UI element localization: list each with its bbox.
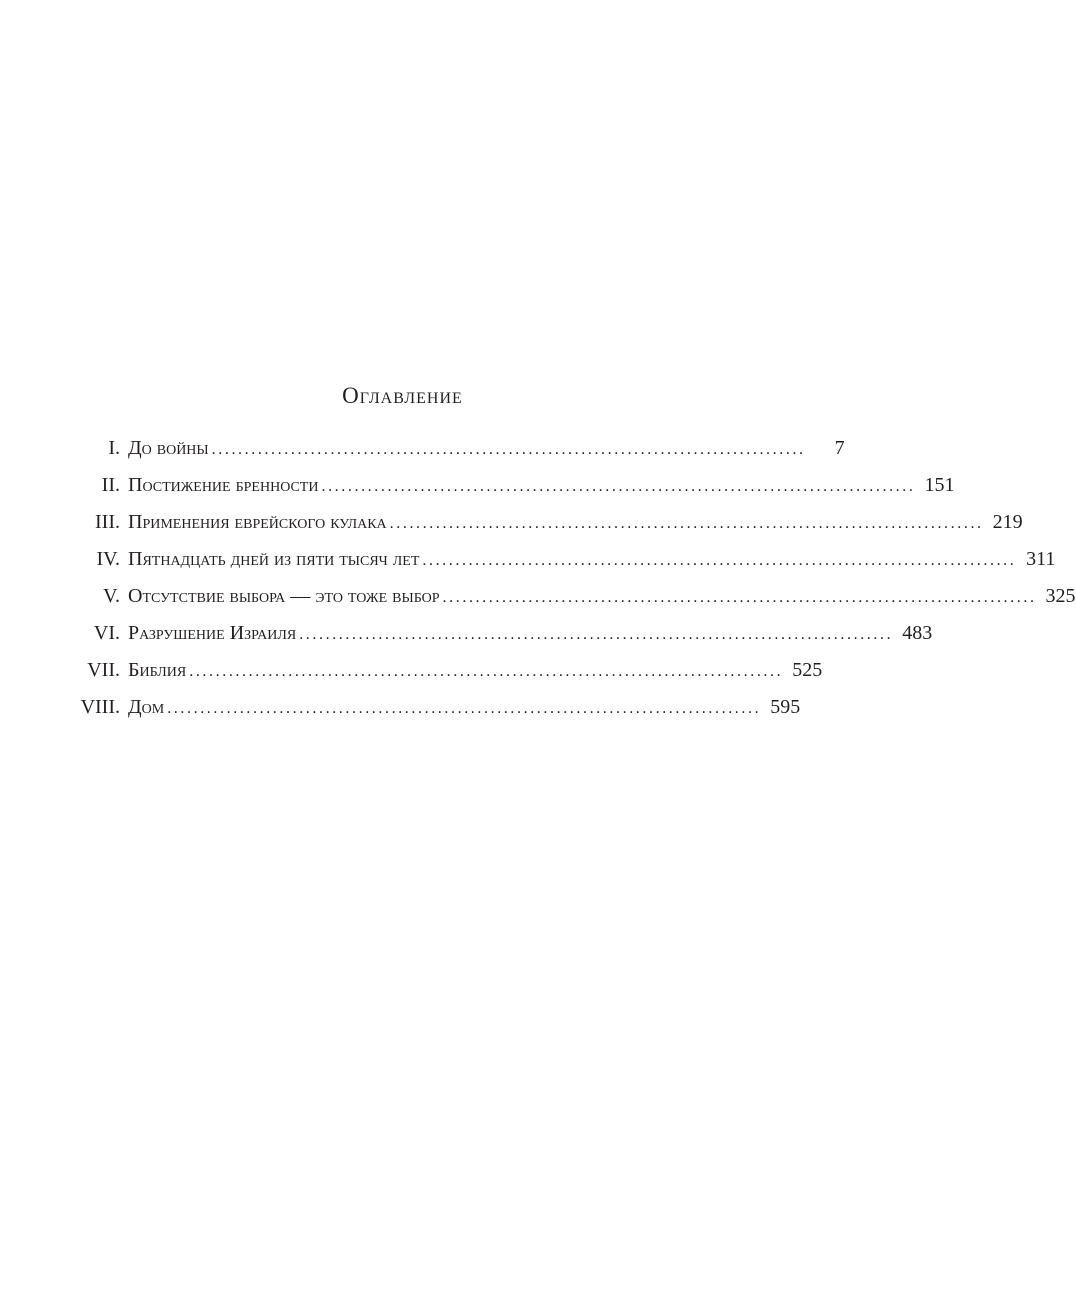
dot-leader: .......................................................................................... xyxy=(211,441,806,458)
dot-leader: .......................................................................................... xyxy=(389,515,984,532)
toc-entry-number: IV. xyxy=(96,548,120,570)
toc-entry-page: 483 xyxy=(902,622,933,644)
toc-entry-page: 325 xyxy=(1045,585,1076,607)
toc-entry-page: 7 xyxy=(834,437,845,459)
toc-entry-page: 219 xyxy=(992,511,1023,533)
toc-list xyxy=(70,430,1076,726)
toc-entry-number: I. xyxy=(108,437,120,459)
dot-leader: .......................................................................................... xyxy=(167,700,762,717)
toc-entry xyxy=(70,689,801,726)
toc-entry-page: 595 xyxy=(770,696,801,718)
toc-entry xyxy=(70,430,845,467)
toc-entry-title: Постижение бренности xyxy=(128,474,319,496)
toc-entry-title: Пятнадцать дней из пяти тысяч лет xyxy=(128,548,420,570)
toc-title: Оглавление xyxy=(342,383,463,408)
toc-entry-number: II. xyxy=(101,474,120,496)
toc-entry-title: Отсутствие выбора — это тоже выбор xyxy=(128,585,440,607)
toc-entry-page: 525 xyxy=(792,659,823,681)
toc-entry-number: III. xyxy=(95,511,120,533)
toc-entry-page: 151 xyxy=(924,474,955,496)
toc-entry-title: До войны xyxy=(128,437,209,459)
toc-entry xyxy=(70,504,1023,541)
toc-entry-title: Библия xyxy=(128,659,187,681)
toc-entry xyxy=(70,467,955,504)
toc-entry-number: VI. xyxy=(93,622,120,644)
toc-entry-title: Применения еврейского кулака xyxy=(128,511,387,533)
toc-entry xyxy=(70,541,1056,578)
dot-leader: .......................................................................................... xyxy=(422,552,1017,569)
toc-entry-page: 311 xyxy=(1026,548,1056,570)
toc-entry-title: Разрушение Израиля xyxy=(128,622,297,644)
toc-entry xyxy=(70,652,823,689)
toc-entry xyxy=(70,615,933,652)
dot-leader: .......................................................................................... xyxy=(189,663,784,680)
toc-entry-number: VII. xyxy=(87,659,120,681)
dot-leader: .......................................................................................... xyxy=(442,589,1037,606)
toc-entry-title: Дом xyxy=(128,696,165,718)
toc-entry xyxy=(70,578,1076,615)
toc-entry-number: V. xyxy=(103,585,120,607)
dot-leader: .......................................................................................... xyxy=(321,478,916,495)
dot-leader: .......................................................................................... xyxy=(299,626,894,643)
toc-entry-number: VIII. xyxy=(80,696,120,718)
